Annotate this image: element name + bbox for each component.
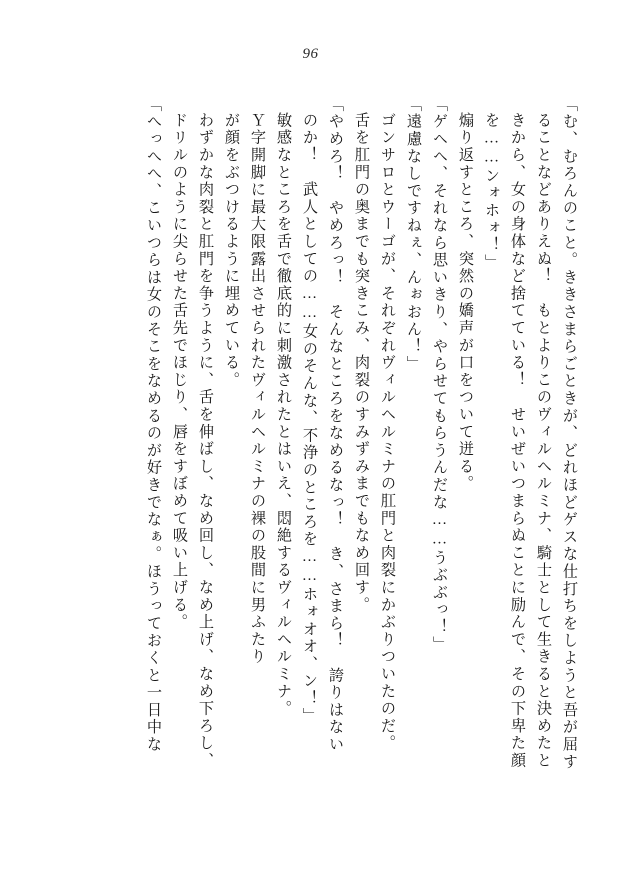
page-number	[0, 46, 621, 63]
text-line: ることなどありえぬ！ もとよりこのヴィルヘルミナ、騎士として生きると決めたと	[535, 112, 552, 770]
text-line: 「ゲヘヘ、それなら思いきり、やらせてもらうんだな……うぶぶっ！」	[431, 96, 448, 654]
text-line: Ｙ字開脚に最大限露出させられたヴィルヘルミナの裸の股間に男ふたり	[249, 112, 266, 666]
page-body-text	[44, 96, 577, 816]
text-line: ゴンサロとウーゴが、それぞれヴィルヘルミナの肛門と肉裂にかぶりついたのだ。	[379, 112, 396, 753]
text-line: 「へっへへ、こいつらは女のそこをなめるのが好きでなぁ。ほうっておくと一日中な	[145, 96, 162, 754]
text-line: 煽り返すところ、突然の嬌声が口をついて迸る。	[457, 112, 474, 493]
text-line: 「遠慮なしですねぇ、んぉおん！」	[405, 96, 422, 373]
text-line: 敏感なところを舌で徹底的に刺激されたとはいえ、悶絶するヴィルヘルミナ。	[275, 112, 292, 718]
text-line: 「やめろ！ やめろっ！ そんなところをなめるなっ！ き、さまら！ 誇りはない	[327, 96, 344, 754]
text-line: が顔をぶつけるように埋めている。	[223, 112, 240, 389]
text-line: 「む、むろんのこと。ききさまらごときが、どれほどゲスな仕打ちをしようと吾が屈す	[561, 96, 578, 771]
page-number-value: 96	[302, 46, 319, 62]
text-line: のか！ 武人としての……女のそんな、不浄のところを……ホォオオ、ン！」	[301, 112, 318, 725]
text-line: を……ンォホォ！」	[483, 112, 500, 272]
text-line: 舌を肛門の奥までも突きこみ、肉裂のすみずみまでもなめ回す。	[353, 112, 370, 614]
text-line: ドリルのように尖らせた舌先でほじり、唇をすぼめて吸い上げる。	[171, 112, 188, 631]
text-line: きから、女の身体など捨てている！ せいぜいつまらぬことに励んで、その下卑た顔	[509, 112, 526, 770]
text-line: わずかな肉裂と肛門を争うように、舌を伸ばし、なめ回し、なめ上げ、なめ下ろし、	[197, 112, 214, 770]
